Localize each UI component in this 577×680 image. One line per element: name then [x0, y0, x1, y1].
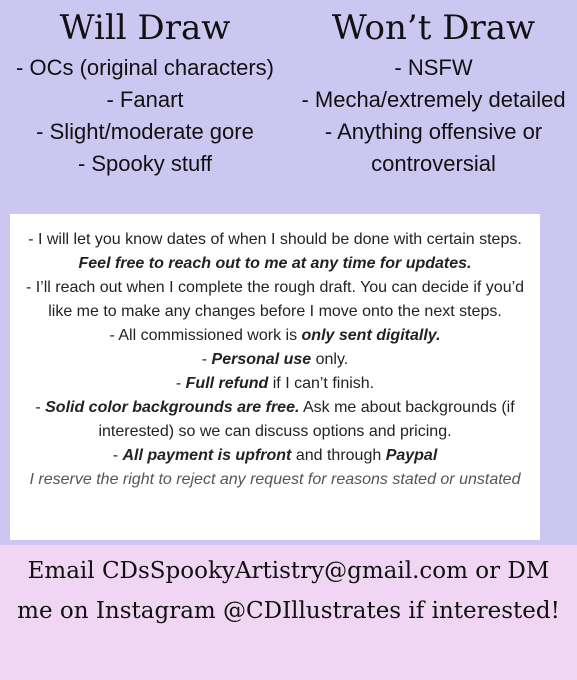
wont-draw-list: [290, 52, 577, 180]
term-text: -: [35, 399, 46, 416]
term-text: - All commissioned work is: [109, 327, 302, 344]
will-draw-list: [0, 52, 290, 180]
term-text: and through: [291, 447, 386, 464]
will-draw-item: - Spooky stuff: [77, 151, 213, 176]
will-draw-item: - Fanart: [106, 87, 184, 112]
term-emphasis: Full refund: [185, 375, 269, 392]
will-draw-item: - Slight/moderate gore: [36, 119, 254, 144]
term-digital: [18, 324, 532, 348]
contact-text: Email CDsSpookyArtistry@gmail.com or DM me on Instagram @CDIllustrates if interested!: [17, 558, 560, 624]
term-text: -: [175, 375, 186, 392]
term-emphasis: All payment is upfront: [122, 447, 292, 464]
will-draw-column: [0, 8, 290, 180]
term-text: Ask me about backgrounds (if interested) so we can discuss options and pricing.: [98, 399, 515, 440]
terms-box: [10, 214, 540, 540]
term-dates: [18, 228, 532, 276]
term-text: if I can’t finish.: [268, 375, 375, 392]
term-text: - I will let you know dates of when I should be done with certain steps.: [28, 231, 522, 248]
wont-draw-column: [290, 8, 577, 180]
term-rough-draft: - I’ll reach out when I complete the rough draft. You can decide if you’d like me to make any changes before I move onto the next steps.: [25, 279, 525, 320]
wont-draw-item: - Anything offensive or controversial: [324, 119, 543, 176]
disclaimer: I reserve the right to reject any request for reasons stated or unstated: [29, 471, 521, 488]
will-draw-item: - OCs (original characters): [16, 55, 274, 80]
term-payment: [18, 444, 532, 468]
term-emphasis: Feel free to reach out to me at any time for updates.: [78, 255, 472, 272]
term-text: -: [201, 351, 212, 368]
term-emphasis: Solid color backgrounds are free.: [45, 399, 300, 416]
term-backgrounds: [18, 396, 532, 444]
term-refund: [18, 372, 532, 396]
term-text: only.: [311, 351, 349, 368]
term-emphasis: only sent digitally.: [301, 327, 441, 344]
wont-draw-title: Won’t Draw: [331, 8, 536, 48]
will-draw-title: Will Draw: [59, 8, 231, 48]
contact-banner: [0, 545, 577, 680]
term-emphasis: Personal use: [211, 351, 312, 368]
term-text: -: [112, 447, 123, 464]
term-emphasis: Paypal: [385, 447, 438, 464]
wont-draw-item: - Mecha/extremely detailed: [301, 87, 566, 112]
term-personal-use: [18, 348, 532, 372]
wont-draw-item: - NSFW: [394, 55, 473, 80]
